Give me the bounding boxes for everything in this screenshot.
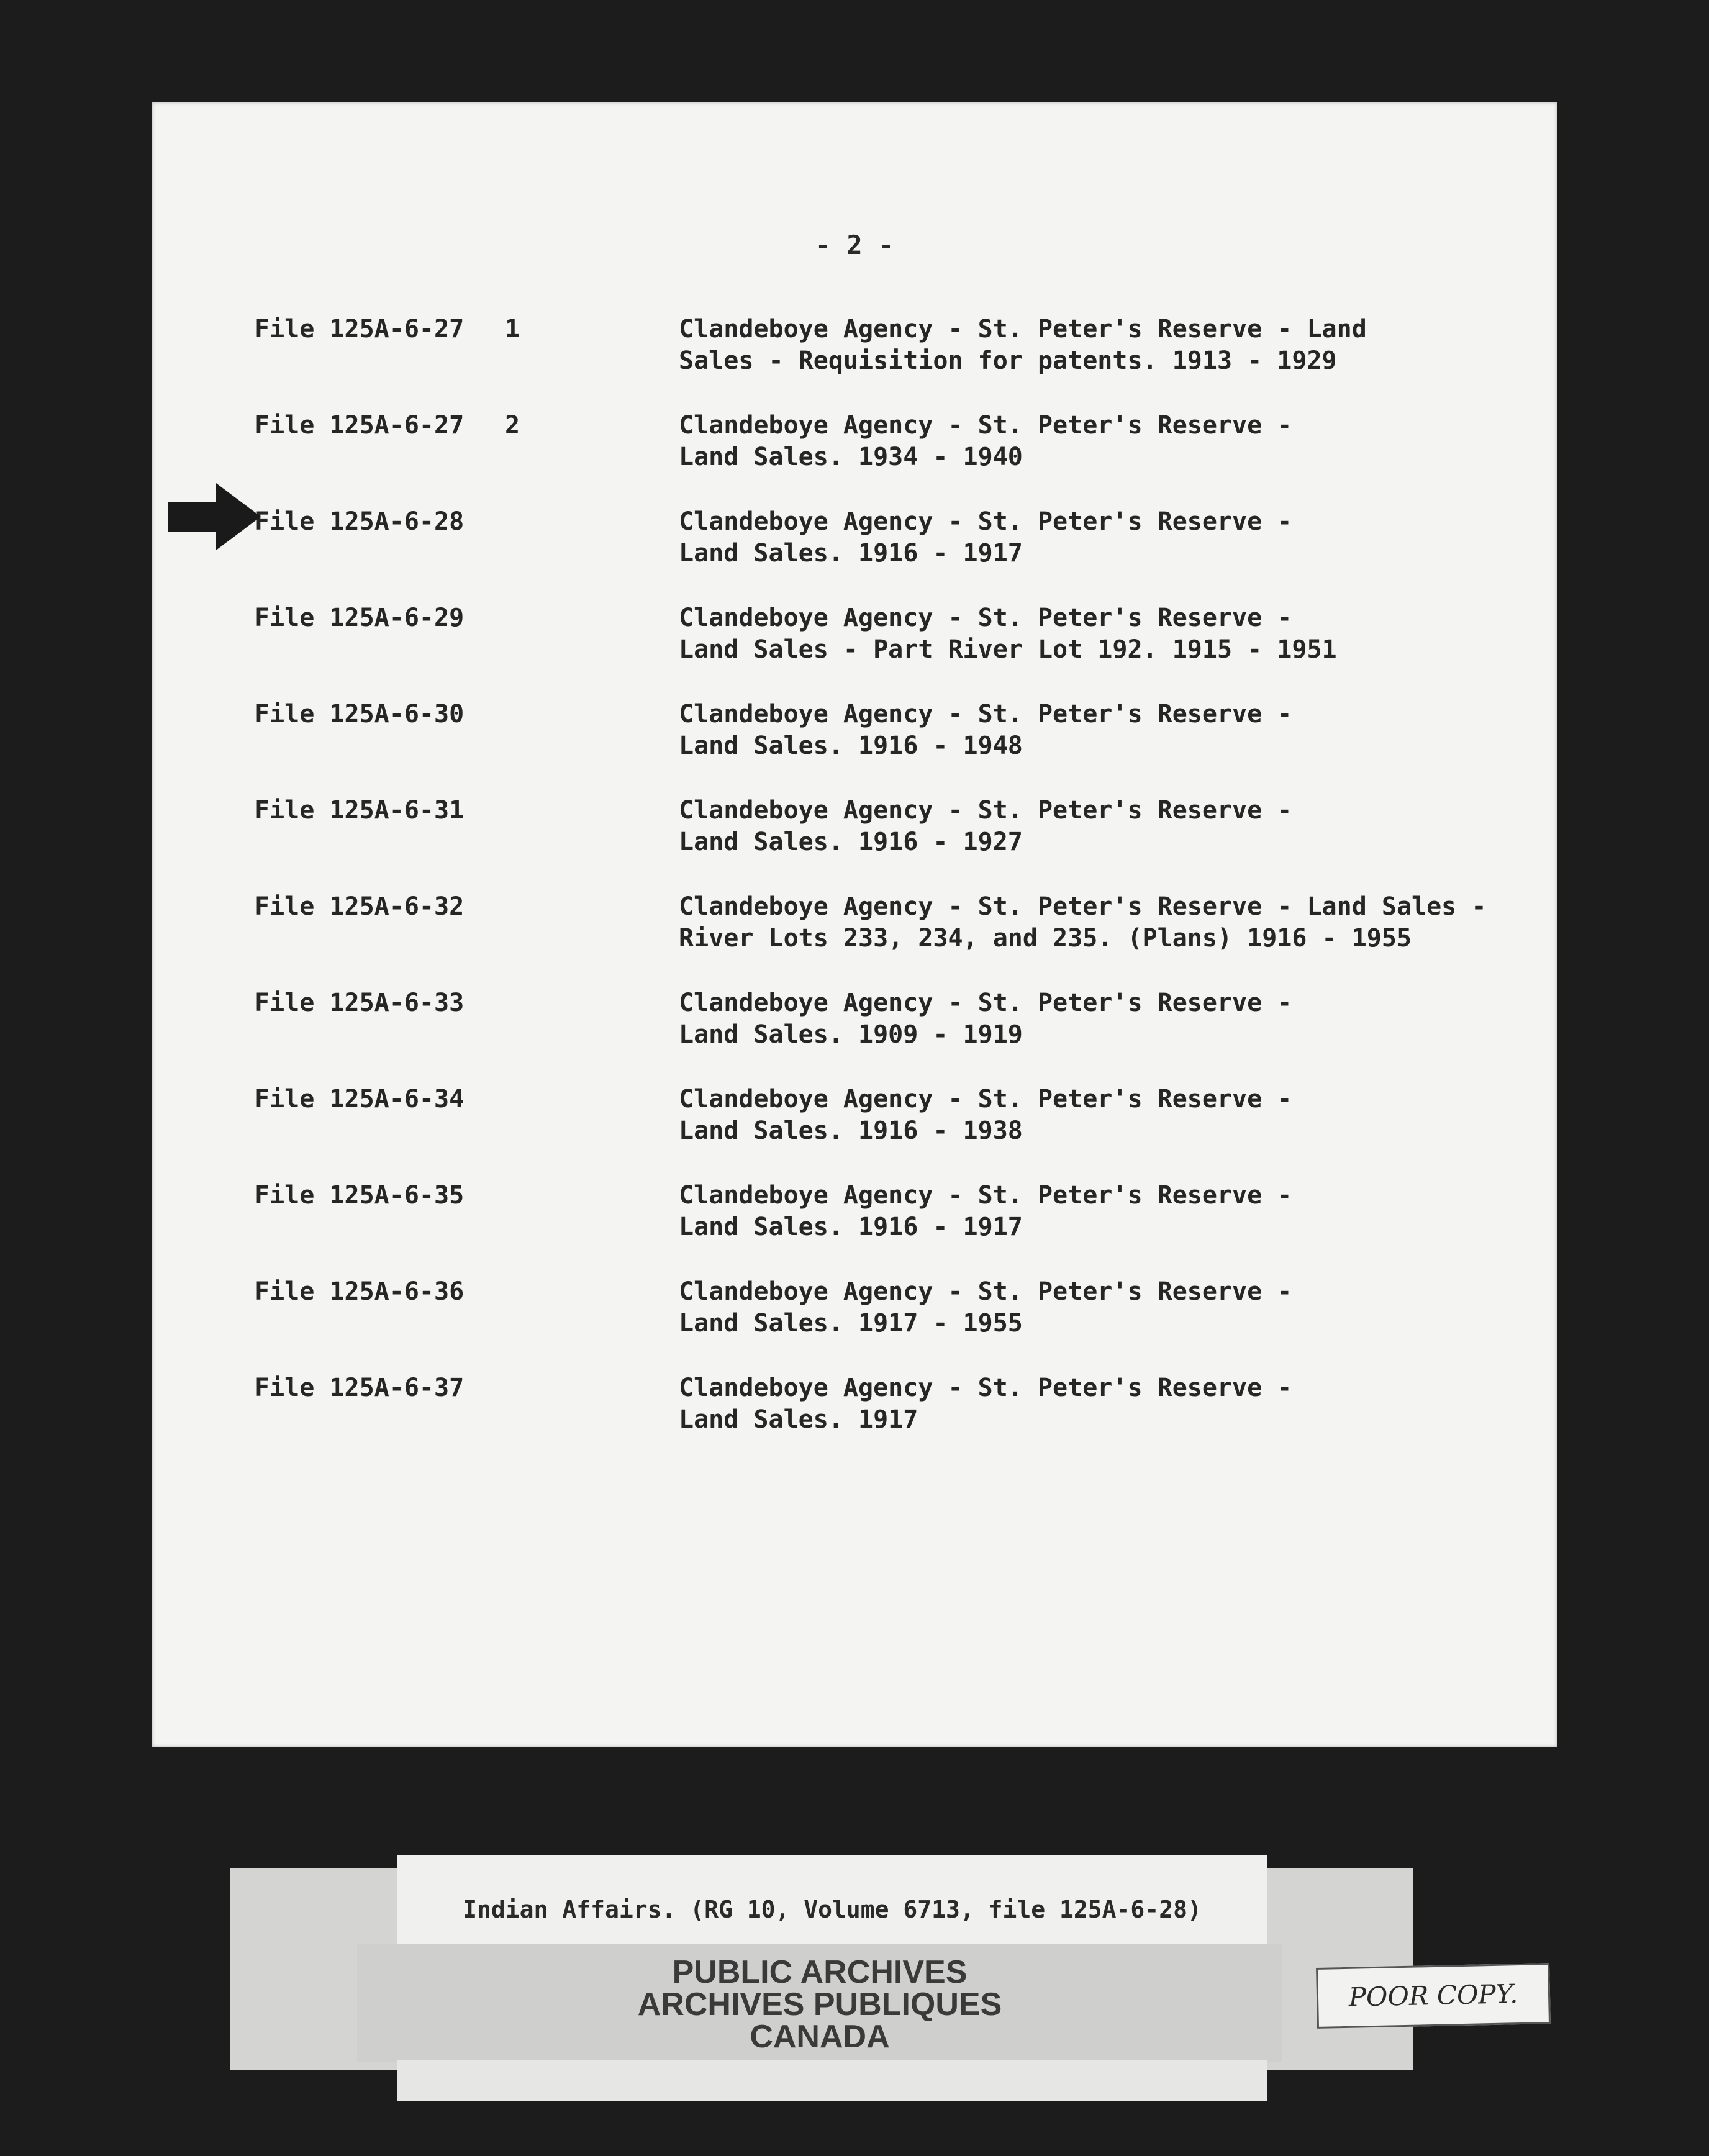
file-id: File 125A-6-32 <box>255 892 465 921</box>
file-entry <box>152 410 1557 478</box>
archives-stamp <box>357 1944 1282 2062</box>
description-line: Clandeboye Agency - St. Peter's Reserve - <box>679 411 1292 440</box>
description-line: Land Sales. 1917 - 1955 <box>679 1309 1023 1338</box>
description-line: Land Sales. 1916 - 1917 <box>679 1213 1023 1241</box>
document-page <box>152 102 1557 1747</box>
archives-stamp-text <box>357 1956 1282 2053</box>
description-line: Clandeboye Agency - St. Peter's Reserve - Land Sales - <box>679 892 1487 921</box>
file-entry <box>152 1276 1557 1344</box>
file-entry <box>152 1180 1557 1248</box>
file-entry <box>152 1372 1557 1441</box>
file-description <box>679 1084 1292 1147</box>
file-id: File 125A-6-27 <box>255 315 465 343</box>
file-part: 1 <box>505 315 520 343</box>
file-entry <box>152 795 1557 863</box>
description-line: Clandeboye Agency - St. Peter's Reserve - <box>679 1277 1292 1306</box>
file-description <box>679 1372 1292 1436</box>
file-description <box>679 987 1292 1051</box>
file-id: File 125A-6-27 <box>255 411 465 440</box>
description-line: Clandeboye Agency - St. Peter's Reserve - <box>679 796 1292 825</box>
file-id: File 125A-6-30 <box>255 700 465 728</box>
file-part: 2 <box>505 411 520 440</box>
file-entry <box>152 314 1557 382</box>
description-line: River Lots 233, 234, and 235. (Plans) 1916 - 1955 <box>679 924 1412 953</box>
file-description <box>679 699 1292 762</box>
label-foot-strip <box>397 2060 1267 2101</box>
file-id: File 125A-6-34 <box>255 1085 465 1113</box>
file-entry <box>152 602 1557 671</box>
description-line: Clandeboye Agency - St. Peter's Reserve - <box>679 989 1292 1017</box>
file-id: File 125A-6-28 <box>255 507 465 536</box>
description-line: Land Sales. 1916 - 1948 <box>679 732 1023 760</box>
file-description <box>679 602 1337 666</box>
description-line: Clandeboye Agency - St. Peter's Reserve - <box>679 700 1292 728</box>
description-line: Clandeboye Agency - St. Peter's Reserve - Land <box>679 315 1367 343</box>
file-id: File 125A-6-37 <box>255 1374 465 1402</box>
file-id: File 125A-6-31 <box>255 796 465 825</box>
stamp-line: CANADA <box>750 2019 890 2055</box>
description-line: Clandeboye Agency - St. Peter's Reserve - <box>679 1085 1292 1113</box>
description-line: Clandeboye Agency - St. Peter's Reserve - <box>679 507 1292 536</box>
description-line: Land Sales. 1916 - 1938 <box>679 1116 1023 1145</box>
file-description <box>679 314 1367 377</box>
description-line: Land Sales - Part River Lot 192. 1915 - 1951 <box>679 635 1337 664</box>
file-description <box>679 891 1486 954</box>
description-line: Land Sales. 1934 - 1940 <box>679 443 1023 471</box>
file-id: File 125A-6-29 <box>255 604 465 632</box>
file-entry <box>152 987 1557 1056</box>
description-line: Sales - Requisition for patents. 1913 - 1929 <box>679 346 1337 375</box>
file-description <box>679 1276 1292 1339</box>
poor-copy-note: POOR COPY. <box>1316 1963 1551 2029</box>
stamp-line: PUBLIC ARCHIVES <box>672 1954 968 1990</box>
description-line: Land Sales. 1917 <box>679 1405 918 1434</box>
description-line: Land Sales. 1916 - 1927 <box>679 828 1023 856</box>
file-id: File 125A-6-35 <box>255 1181 465 1210</box>
page-number: - 2 - <box>815 230 894 260</box>
file-id: File 125A-6-36 <box>255 1277 465 1306</box>
pointer-arrow-icon <box>168 483 261 550</box>
file-description <box>679 795 1292 858</box>
file-id: File 125A-6-33 <box>255 989 465 1017</box>
file-description <box>679 1180 1292 1243</box>
file-description <box>679 410 1292 473</box>
citation-label <box>397 1855 1267 1949</box>
file-entry <box>152 1084 1557 1152</box>
file-entry <box>152 891 1557 959</box>
description-line: Clandeboye Agency - St. Peter's Reserve - <box>679 604 1292 632</box>
file-description <box>679 506 1292 569</box>
description-line: Clandeboye Agency - St. Peter's Reserve - <box>679 1374 1292 1402</box>
stamp-line: ARCHIVES PUBLIQUES <box>637 1986 1002 2022</box>
file-entry <box>152 699 1557 767</box>
citation-text: Indian Affairs. (RG 10, Volume 6713, file 125A-6-28) <box>463 1896 1202 1923</box>
description-line: Clandeboye Agency - St. Peter's Reserve - <box>679 1181 1292 1210</box>
description-line: Land Sales. 1916 - 1917 <box>679 539 1023 568</box>
file-entry-highlighted <box>152 506 1557 574</box>
description-line: Land Sales. 1909 - 1919 <box>679 1020 1023 1049</box>
